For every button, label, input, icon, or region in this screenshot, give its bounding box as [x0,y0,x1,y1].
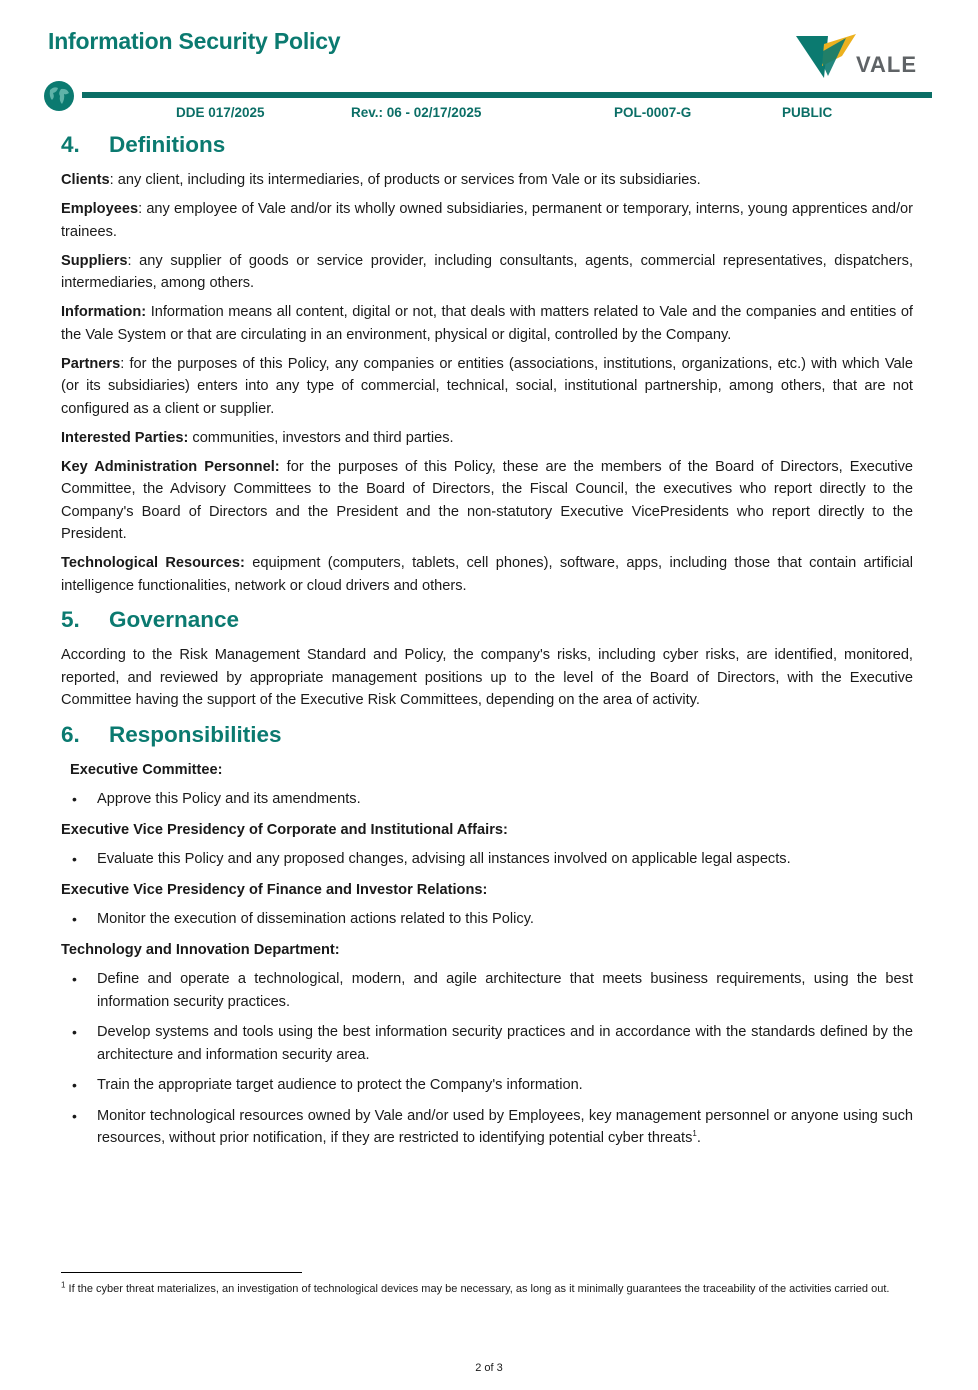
list-item-text: Monitor technological resources owned by Vale and/or used by Employees, key management personnel or anyone using such resources, without prior notification, if they are restricted to identifying potential cyber threats [97,1107,913,1146]
footnote-divider [61,1272,302,1273]
responsibility-heading: Technology and Innovation Department: [61,941,340,958]
section-title: Definitions [109,132,226,157]
doc-number: DDE 017/2025 [176,105,265,120]
document-title: Information Security Policy [48,28,341,54]
responsibility-list [61,968,913,1150]
globe-icon [43,80,75,112]
definition-text: for the purposes of this Policy, these are the members of the Board of Directors, Executive Committee, the Advisory Committees to the Board of Directors, the Fiscal Council, the executives who report directly to the Company's Board of Directors and the President and the non-statutory Executive VicePresidents who report directly to the President. [61,458,914,542]
list-item: • Develop systems and tools using the best information security practices and in accordance with the standards defined by the architecture and information security area. [61,1021,913,1066]
classification-label: PUBLIC [782,105,833,120]
definition-term: Suppliers [61,252,128,269]
section-number: 6. [61,721,80,747]
section-title: Governance [109,607,240,632]
list-item [61,1105,913,1150]
footnote-marker: 1 [61,1280,66,1290]
footnote [61,1281,913,1298]
definition-key-administration-personnel [61,456,913,546]
vale-logo [794,30,922,82]
vale-logo-text: VALE [856,52,918,77]
section-number: 4. [61,132,80,157]
list-item: • Approve this Policy and its amendments. [61,788,913,811]
definition-text: equipment (computers, tablets, cell phones), software, apps, including those that contain artificial intelligence functionalities, network or cloud drivers and others. [61,555,914,594]
responsibility-heading: Executive Vice Presidency of Corporate and Institutional Affairs: [61,821,508,838]
list-item: • Evaluate this Policy and any proposed changes, advising all instances involved on applicable legal aspects. [61,848,913,871]
responsibility-list [61,908,913,931]
header-divider [82,92,932,98]
governance-paragraph: According to the Risk Management Standard and Policy, the company's risks, including cyber risks, are identified, monitored, reported, and reviewed by appropriate management positions up to the level of the Board of Directors, with the Executive Committee having the support of the Executive Risk Committees, depending on the area of activity. [61,647,913,708]
section-heading-definitions [61,130,913,160]
definition-suppliers [61,250,913,295]
definition-term: Technological Resources: [61,555,245,571]
responsibility-heading: Executive Vice Presidency of Finance and Investor Relations: [61,881,488,898]
definition-partners [61,353,913,421]
section-title: Responsibilities [109,721,282,747]
definition-term: Interested Parties: [61,429,189,446]
definition-text: : for the purposes of this Policy, any companies or entities (associations, institutions, organizations, etc.) with which Vale (or its subsidiaries) enters into any type of commercial, technical, social, institutional partnership, among others, that are not configured as a client or supplier. [61,355,913,417]
footnote-reference[interactable]: 1 [692,1129,697,1139]
definition-term: Information: [61,304,147,320]
policy-code: POL-0007-G [614,105,692,120]
footnote-text: If the cyber threat materializes, an investigation of technological devices may be necessary, as long as it minimally guarantees the traceability of the activities carried out. [65,1283,890,1295]
definition-clients [61,169,913,192]
responsibility-heading: Executive Committee: [70,761,223,778]
revision-label: Rev.: 06 - 02/17/2025 [351,105,482,120]
definition-text: : any supplier of goods or service provider, including consultants, agents, commercial representatives, dispatchers, intermediaries, among others. [61,252,913,291]
responsibility-list [61,788,913,811]
list-item: • Define and operate a technological, modern, and agile architecture that meets business requirements, using the best information security practices. [61,968,913,1013]
list-item: • Train the appropriate target audience to protect the Company's information. [61,1074,913,1097]
definition-text: : any client, including its intermediaries, of products or services from Vale or its subsidiaries. [109,172,701,188]
section-heading-responsibilities [61,720,913,750]
definition-term: Employees [61,201,139,217]
definition-information [61,301,913,346]
definition-term: Partners [61,355,121,372]
document-body [61,130,913,1158]
list-item: • Monitor the execution of dissemination actions related to this Policy. [61,908,913,931]
page-number: 2 of 3 [475,1362,503,1374]
definition-text: Information means all content, digital or not, that deals with matters related to Vale and the companies and entities of the Vale System or that are circulating in an environment, physical or digital, controlled by the Company. [61,304,913,343]
definition-text: communities, investors and third parties. [188,429,454,446]
definition-term: Clients [61,172,110,188]
definition-employees [61,198,913,243]
definition-technological-resources [61,552,913,597]
responsibility-list [61,848,913,871]
section-number: 5. [61,607,80,632]
definition-interested-parties [61,427,913,450]
section-heading-governance [61,605,913,635]
definition-text: : any employee of Vale and/or its wholly owned subsidiaries, permanent or temporary, interns, young apprentices and/or trainees. [61,201,913,240]
list-item-end: . [696,1130,701,1146]
definition-term: Key Administration Personnel: [61,458,280,475]
